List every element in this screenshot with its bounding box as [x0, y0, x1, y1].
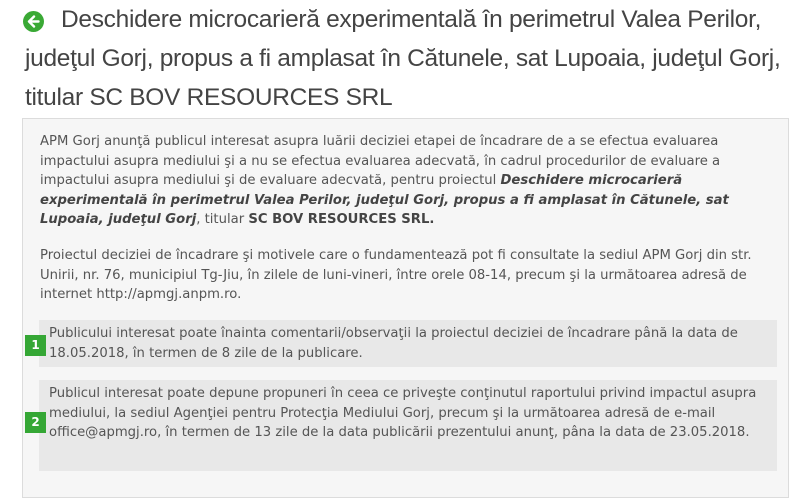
item-text: Publicului interesat poate înainta comentarii/observaţii la proiectul deciziei de încadrare până la data de 18.05.2018, în termen de 8 zile de la publicare.: [49, 326, 738, 361]
project-holder: SC BOV RESOURCES SRL.: [248, 212, 435, 227]
list-item: [31, 320, 777, 367]
list-item: [31, 380, 777, 471]
intro-paragraph: [40, 132, 775, 230]
announcement-panel: [22, 118, 789, 498]
item-number-badge: 1: [25, 335, 46, 356]
intro-text-middle: , titular: [196, 212, 249, 227]
project-name: Deschidere microcarieră experimentală în perimetrul Valea Perilor, judeţul Gorj, propus a fi amplasat în Cătunele, sat Lupoaia, judeţul Gorj: [40, 173, 729, 227]
item-number-badge: 2: [25, 412, 46, 433]
item-text: Publicul interesat poate depune propuneri în ceea ce priveşte conţinutul raportului privind impactul asupra mediului, la sediul Agenţiei pentru Protecţia Mediului Gorj, precum şi la următoarea adresă de e-mail office@apmgj.ro, în termen de 13 zile de la data publicării prezentului anunţ, pâna la data de 23.05.2018.: [49, 386, 757, 440]
consultation-paragraph: Proiectul deciziei de încadrare şi motivele care o fundamentează pot fi consultate la sediul APM Gorj din str. Unirii, nr. 76, municipiul Tg-Jiu, în zilele de luni-vineri, între orele 08-14, precum şi la următoarea adresă de internet http://apmgj.anpm.ro.: [40, 248, 752, 302]
page-title: Deschidere microcarieră experimentală în perimetrul Valea Perilor, judeţul Gorj, propus a fi amplasat în Cătunele, sat Lupoaia, judeţul Gorj, titular SC BOV RESOURCES SRL: [25, 6, 781, 111]
intro-text: APM Gorj anunţă publicul interesat asupra luării deciziei etapei de încadrare de a se efectua evaluarea impactului asupra mediului şi a nu se efectua evaluarea adecvată, în cadrul procedurilor de evaluare a impactului asupra mediului şi de evaluare adecvată, pentru proiectul: [40, 134, 721, 188]
